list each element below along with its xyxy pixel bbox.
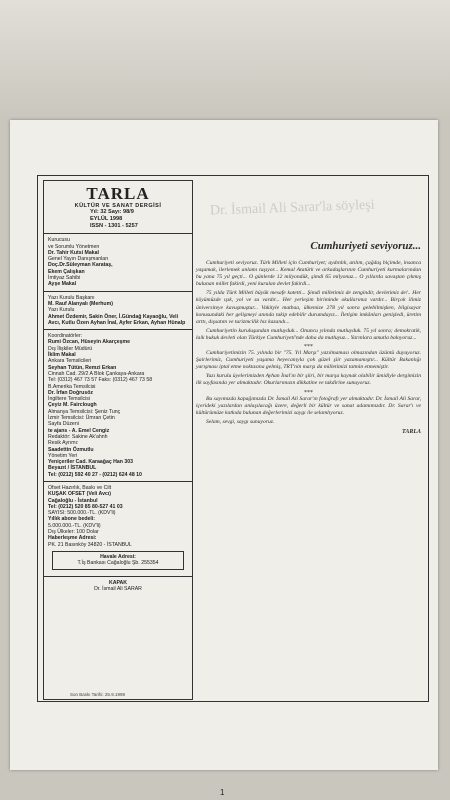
coord-phone: Tel: (0312) 467 73 57 Faks: (0312) 467 73 58	[48, 377, 153, 384]
coord-name: Seyhan Tütün, Remzi Erkan	[48, 364, 117, 371]
subscription-foreign: Dış Ülkeler: 100 Dolar	[48, 529, 99, 536]
coord-role: Almanya Temsilcisi: Şeniz Tunç	[48, 408, 121, 415]
owner-name: Dr. Tahir Kutsi Makal	[48, 249, 99, 256]
magazine-title: TARLA	[86, 184, 150, 203]
address-label: Haberleşme Adresi:	[48, 535, 97, 542]
coord-role: Sayfa Düzeni	[48, 421, 79, 428]
article-paragraph: 75 yılda Türk Milleti büyük mesafe katetti... Şimdi milletimiz de zengindir, devletimiz de!.. Her köyümüzde ışık, yol ve su vardır... Her yerleşim biriminde okullarımız vardır... Birçok ilimiz üniversiteye kavuşmuştur... Vakityle matbaa, ülkemize 278 yıl sonra gelebilmişken, bilgisayar konusundaki her gelişmeyi anında takip edebilir durumdayız... İletişim imkânları genişledi, üretim arttı, dışsatım ve turizmcilik hız kazandı...	[196, 290, 421, 325]
coordinators-section	[44, 330, 192, 482]
coord-name: Rumi Özcan, Hüseyin Akarçeşme	[48, 339, 130, 346]
section-separator: ***	[304, 344, 313, 351]
issn: ISSN - 1301 - 5257	[90, 223, 138, 230]
coord-role: B.Amerika Temsilcisi	[48, 383, 96, 390]
payment-value: T.İş Bankası Cağaloğlu Şb. 255354	[77, 560, 159, 567]
address-value: PK. 21 Basınköy 34820 - İSTANBUL	[48, 541, 132, 548]
watermark-text: Dr. İsmail Ali Sarar'la söyleşi	[209, 197, 375, 219]
print-section	[44, 482, 192, 577]
page-number: 1	[220, 788, 225, 797]
magazine-page	[10, 120, 438, 797]
article-paragraph: Bu sayımızda kapağımızda Dr. İsmail Ali Sarar'ın fotoğrafı yer almaktadır. Dr. İsmail Ali Sarar, içerideki yazılardan anlaşılacağı üzere, değerli bir kültür ve sanat adamımızdır. Dr. Sarar'ı ve kültürümüze katkıda bulunan değerlerimizi saygı ile selamlıyoruz.	[196, 395, 421, 416]
article-paragraph: Cumhuriyeti seviyoruz. Türk Milleti için Cumhuriyet; aydınlık, atılım, çağdaş biçimde, insanca yaşamak, ilerlemek anlamı taşıyor... Kemal Atatürk ve arkadaşlarının Cumhuriyeti kurmalarından bu yana 75 yıl geçti... O günlerde 12 milyondük, şimdi 65 milyonuz... O yıllarda savaştan çıkmış bulunan millet fakirdi, yeni kurulan devlet fakirdi...	[196, 260, 421, 288]
coord-role: Ankara Temsilcileri	[48, 358, 92, 365]
owner-name: Doç.Dr.Süleyman Karataş,	[48, 262, 113, 269]
year-issue: Yıl: 32 Sayı: 98/9	[90, 209, 134, 216]
coord-name: Çeyiz M. Fairclough	[48, 402, 97, 409]
coord-name: Yeniçeriler Cad. Karaağaç Han 303	[48, 459, 134, 466]
coord-name: İklim Makal	[48, 352, 76, 359]
coord-role: İngiltere Temsilcisi	[48, 396, 90, 403]
coord-address: Cinnah Cad. 29/2 A Blok Çankaya-Ankara	[48, 370, 145, 377]
cover-name: Dr. İsmail Ali SARAR	[94, 585, 142, 592]
coord-name: Dr. İrfan Doğrusöz	[48, 389, 93, 396]
coord-role: Koordinatörler:	[48, 333, 83, 340]
article-headline: Cumhuriyeti seviyoruz...	[310, 240, 421, 252]
board-section	[44, 292, 192, 330]
imprint-sidebar	[43, 180, 193, 700]
printer-phone: Tel: (0212) 520 85 80-527 41 03	[48, 503, 123, 510]
section-separator: ***	[304, 389, 313, 396]
print-role: Ofset Hazırlık, Baskı ve Cilt	[48, 484, 112, 491]
owner-section	[44, 234, 192, 291]
owner-role: Genel Yayın Danışmanları	[48, 256, 109, 263]
print-date: Son Baskı Tarihi: 25.9.1998	[70, 692, 125, 697]
owner-role: Kurucusu	[48, 237, 70, 244]
coord-role: Yönetim Yeri	[48, 452, 78, 459]
subscription-label: Yıllık abone bedeli:	[48, 516, 95, 523]
coord-role: İzmir Temsilcisi: Ümran Çetin	[48, 415, 115, 422]
article-paragraph: Selam, sevgi, saygı sunuyoruz.	[206, 418, 275, 425]
cover-section	[44, 577, 192, 596]
coord-phone: Tel: (0212) 592 40 27 - (0212) 624 48 10	[48, 471, 142, 478]
article-paragraph: Yazı kurulu üyelerimizden Ayhan İnal'ın bir şiiri, bir marşa kaynak olabilir ümidiyle dergimizin ilk sayfasında yer almaktadır. Okurlarımızın dikkatine ve takdirine sunuyoruz.	[196, 373, 421, 387]
subscription-price: 5.000.000.-TL. (KDV'li)	[48, 522, 101, 529]
payment-box	[52, 551, 184, 570]
magazine-subtitle: KÜLTÜR VE SANAT DERGİSİ	[74, 203, 162, 209]
masthead	[44, 181, 192, 234]
owner-name: Ayşe Makal	[48, 281, 77, 288]
board-names: Ahmet Özdemir, Sakin Öner, İ.Gündağ Kayaoğlu, Veli Avcı, Kutlu Özen Ayhan İnal, Ayfer Erkan, Ayhan Hünalp	[48, 313, 186, 326]
article-paragraph: Cumhuriyetimizin 75. yılında bir "75. Yıl Marşı" yazılmaması olmazından üzüntü duyuyoruz. Şairlerimiz, Cumhuriyeti yaşama heyecanıyla çok güzel şiir yazamamıştır... Kültür Bakanlığı yarışması iptal etme noktasına gelmiş, TRT'nin marşı da milletimizi tatmin etmemiştir.	[196, 350, 421, 371]
article-paragraph: Cumhuriyetin kuruluşundan mutluyduk... Onuncu yılında mutluyduk. 75 yıl sonra; demokratik, laik hukuk devleti olan Türkiye Cumhuriyeti'nde daha da mutluyuz... Yarınlara umutla bakıyoruz...	[196, 327, 421, 341]
coord-name: te ajans - A. Emel Cengiz	[48, 427, 110, 434]
payment-label: Havale Adresi:	[100, 553, 136, 560]
cover-label: KAPAK	[108, 579, 128, 586]
board-role: Yazı Kurulu	[48, 307, 75, 314]
issue-date: EYLÜL 1998	[90, 216, 123, 223]
owner-role: İmtiyaz Sahibi	[48, 275, 81, 282]
coord-role: Dış İlişkiler Müdürü	[48, 345, 93, 352]
printer-location: Cağaloğlu - İstanbul	[48, 497, 98, 504]
owner-role: ve Sorumlu Yönetmen	[48, 243, 100, 250]
coord-role: Redaktör: Sakine Ak'ahnh	[48, 433, 108, 440]
board-name: M. Rauf Alanyalı (Merhum)	[48, 300, 113, 307]
coord-name: Beyazıt / İSTANBUL	[48, 465, 97, 472]
coord-role: Resik Ayrımı:	[48, 440, 79, 447]
owner-name: Ekem Çalışkan	[48, 268, 85, 275]
article-signature: TARLA	[401, 428, 421, 435]
background-surface	[0, 0, 450, 120]
editorial-article	[196, 240, 421, 435]
coord-name: Saadettin Özmutlu	[48, 446, 94, 453]
issue-price: SAYISI: 500.000.-TL. (KDV'li)	[48, 510, 116, 517]
board-role: Yazı Kurulu Başkanı	[48, 294, 95, 301]
printer-name: KUŞAK OFSET (Veli Avcı)	[48, 491, 112, 498]
